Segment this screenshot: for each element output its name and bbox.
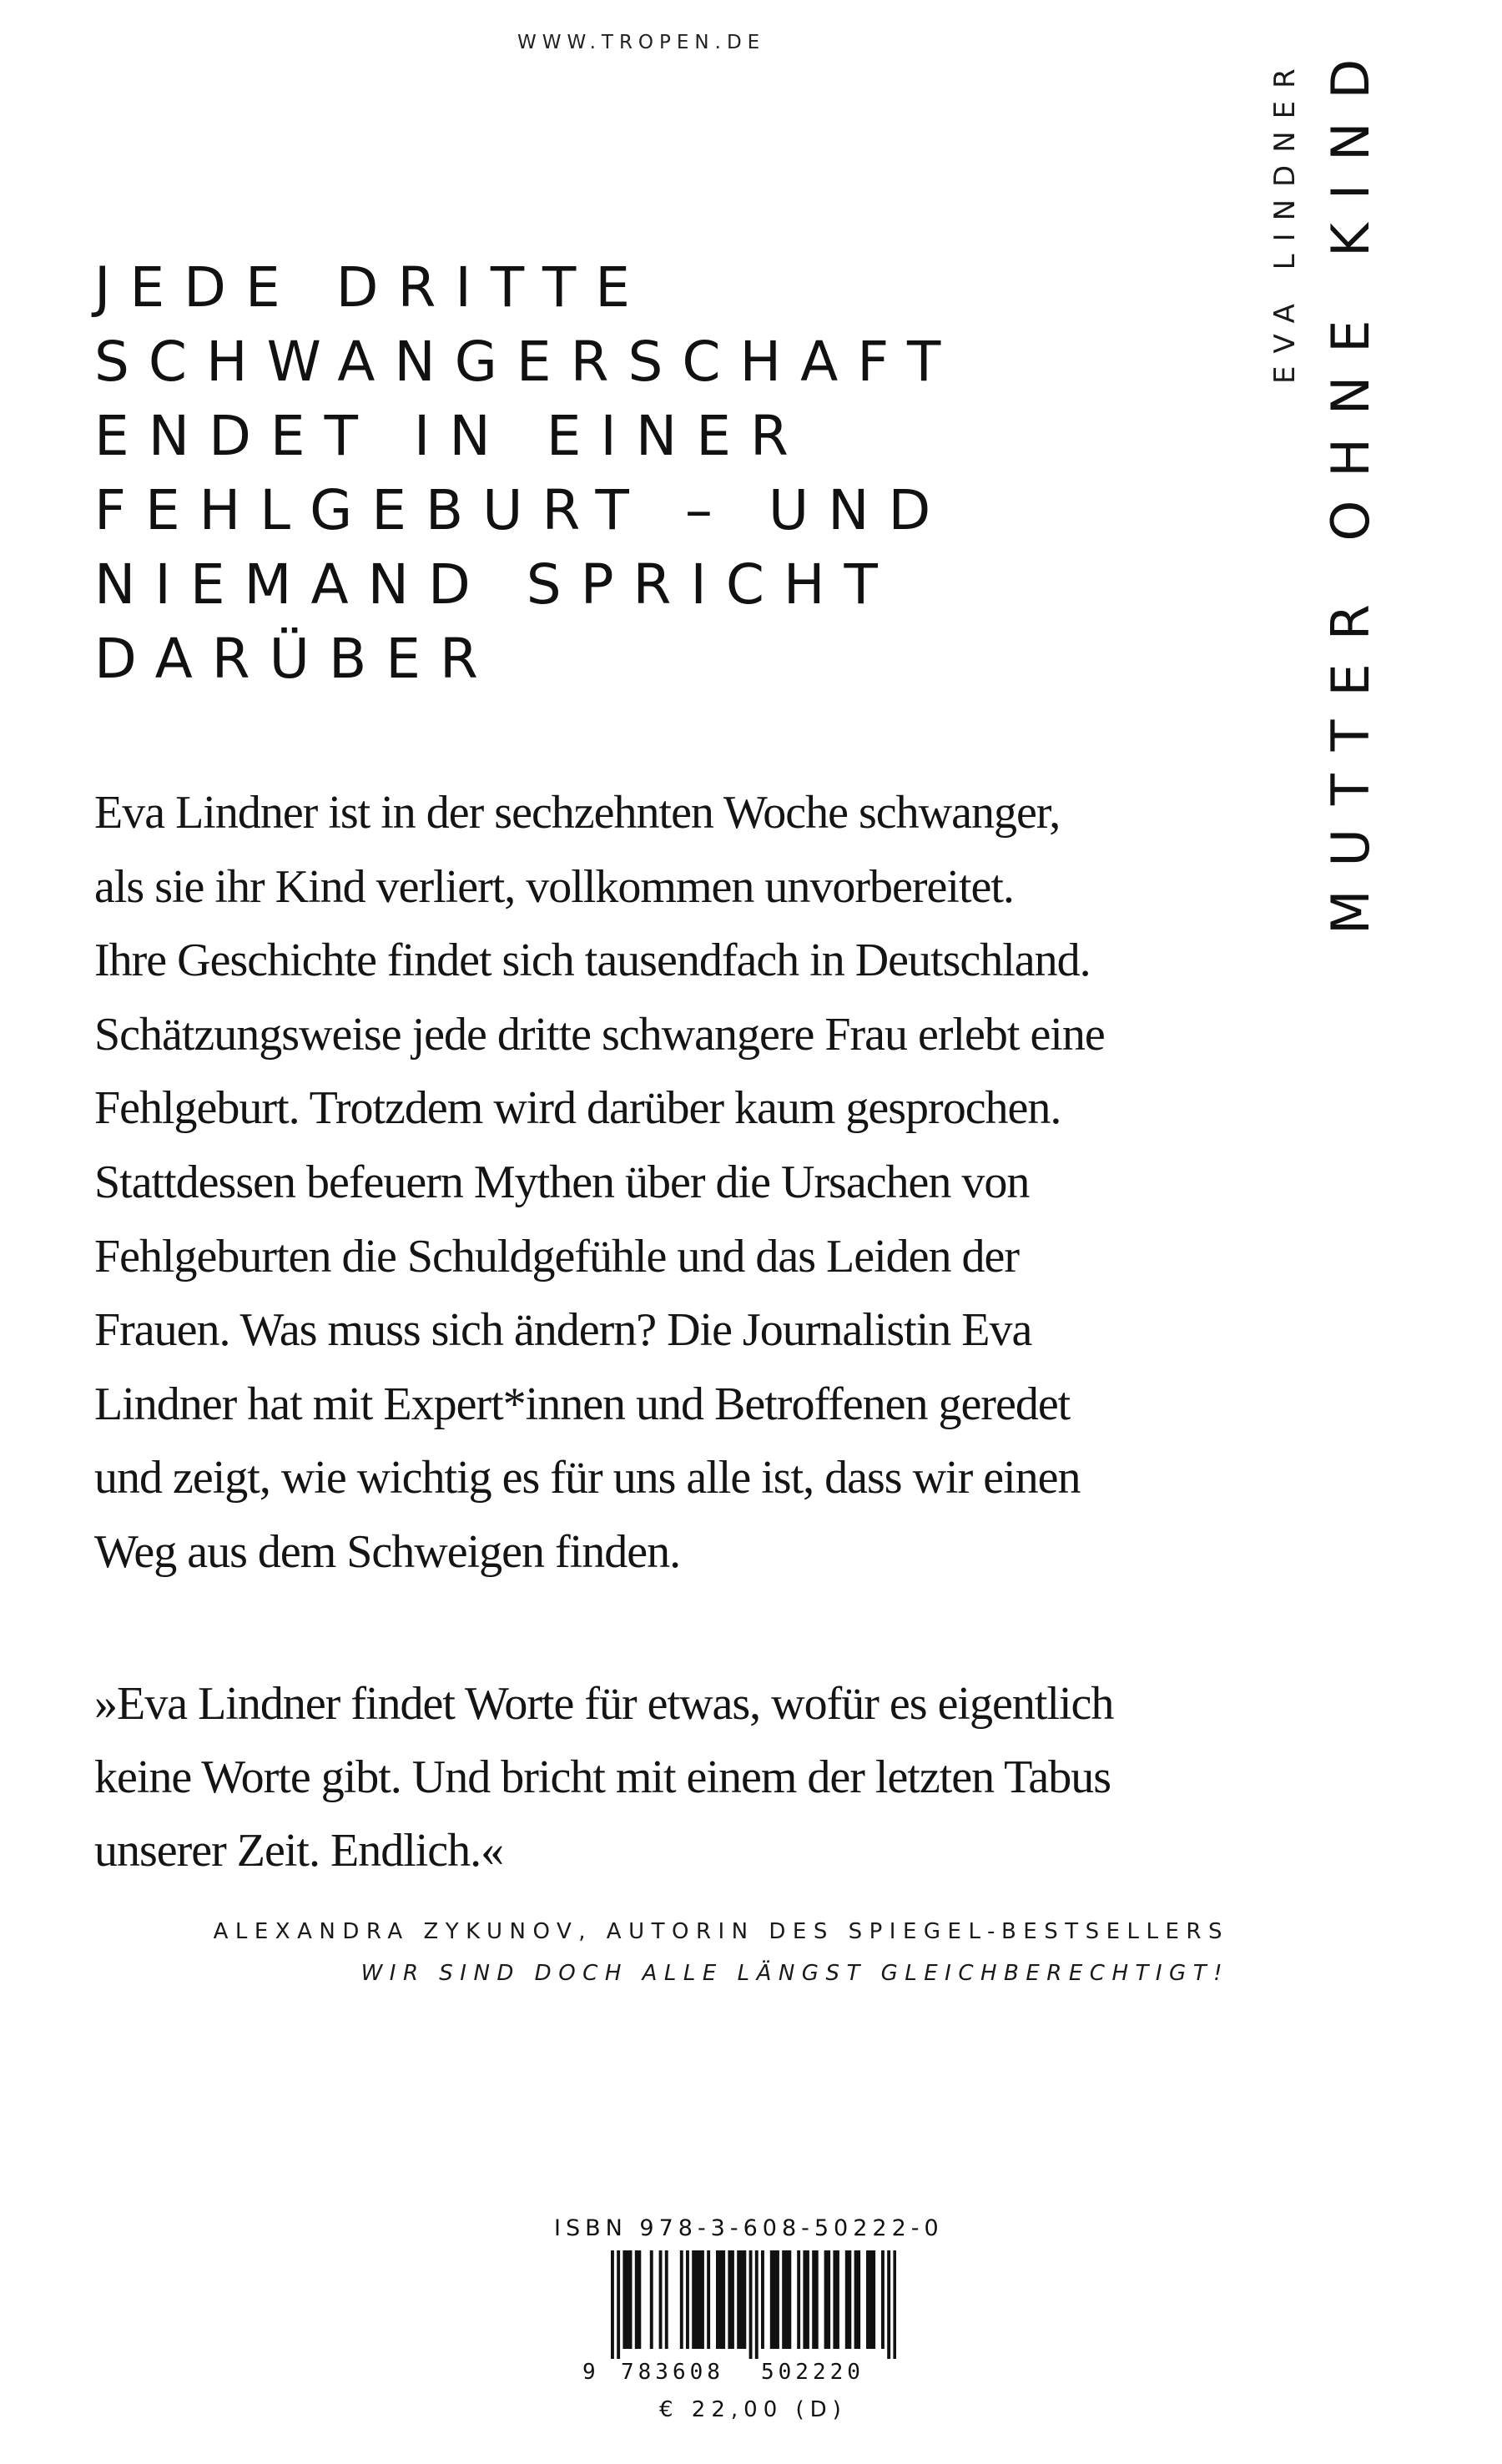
barcode-bar	[707, 2250, 710, 2349]
blurb-line: Schätzungsweise jede dritte schwangere Frau erlebt eine	[94, 1008, 1105, 1061]
blurb-line: Eva Lindner ist in der sechzehnten Woche schwanger,	[94, 787, 1061, 839]
barcode-bar	[785, 2250, 789, 2349]
barcode-bar	[722, 2250, 725, 2349]
barcode-bar	[803, 2250, 806, 2349]
spine-author: EVA LINDNER	[1268, 56, 1302, 384]
barcode-bar	[761, 2250, 764, 2349]
barcode-bar	[638, 2250, 641, 2349]
blurb-paragraph	[94, 776, 1263, 1590]
headline	[94, 250, 1196, 696]
blurb-line: Fehlgeburt. Trotzdem wird darüber kaum gesprochen.	[94, 1082, 1061, 1135]
barcode-bar	[806, 2250, 809, 2349]
barcode-block	[551, 2215, 951, 2432]
blurb-line: Weg aus dem Schweigen finden.	[94, 1525, 681, 1578]
headline-line: DARÜBER	[94, 627, 497, 691]
blurb-line: Fehlgeburten die Schuldgefühle und das Leiden der	[94, 1230, 1019, 1282]
barcode-bar	[622, 2250, 626, 2349]
headline-line: FEHLGEBURT – UND	[94, 478, 950, 542]
barcode-bar	[854, 2250, 858, 2349]
barcode-bars	[611, 2250, 896, 2359]
barcode-bar	[773, 2250, 776, 2349]
blurb-line: Ihre Geschichte findet sich tausendfach in Deutschland.	[94, 935, 1091, 987]
barcode-bar	[857, 2250, 860, 2349]
barcode-bar	[827, 2250, 830, 2349]
barcode-bar	[836, 2250, 839, 2349]
blurb-line: und zeigt, wie wichtig es für uns alle ist, dass wir einen	[94, 1452, 1081, 1504]
barcode-digit-first: 9	[582, 2360, 596, 2385]
barcode-bar	[824, 2250, 828, 2349]
barcode-bar	[770, 2250, 774, 2349]
barcode-bar	[698, 2250, 701, 2349]
review-quote	[94, 1667, 1263, 1887]
barcode-digits-left: 783608	[621, 2360, 724, 2385]
quote-line: keine Worte gibt. Und bricht mit einem der letzten Tabus	[94, 1751, 1111, 1803]
blurb-line: Stattdessen befeuern Mythen über die Ursachen von	[94, 1156, 1030, 1208]
barcode-bar	[872, 2250, 875, 2349]
barcode-bar	[635, 2250, 638, 2349]
price-label: € 22,00 (D)	[659, 2397, 847, 2422]
quote-line: »Eva Lindner findet Worte für etwas, wofür es eigentlich	[94, 1678, 1114, 1730]
barcode-bar	[626, 2250, 629, 2349]
barcode-bar	[617, 2250, 620, 2359]
headline-line: NIEMAND SPRICHT	[94, 552, 897, 617]
quote-attribution	[94, 1911, 1229, 1994]
barcode-bar	[716, 2250, 719, 2349]
barcode-bar	[869, 2250, 873, 2349]
barcode-bar	[650, 2250, 653, 2349]
barcode-bar	[731, 2250, 734, 2349]
barcode-bar	[692, 2250, 695, 2349]
barcode-bar	[893, 2250, 896, 2359]
publisher-website: WWW.TROPEN.DE	[517, 32, 766, 53]
barcode-bar	[749, 2250, 753, 2359]
quote-line: unserer Zeit. Endlich.«	[94, 1825, 504, 1877]
barcode-bar	[737, 2250, 740, 2349]
barcode-bar	[719, 2250, 723, 2349]
isbn-label: ISBN 978-3-608-50222-0	[554, 2215, 944, 2241]
barcode-bar	[848, 2250, 851, 2349]
barcode-bar	[680, 2250, 683, 2349]
barcode-bar	[797, 2250, 800, 2349]
blurb-line: als sie ihr Kind verliert, vollkommen unvorbereitet.	[94, 860, 1014, 913]
barcode-bar	[611, 2250, 614, 2359]
spine-title: MUTTER OHNE KIND	[1320, 35, 1381, 935]
barcode-bar	[866, 2250, 869, 2349]
barcode-bar	[881, 2250, 885, 2349]
blurb-line: Frauen. Was muss sich ändern? Die Journalistin Eva	[94, 1304, 1032, 1357]
barcode-bar	[755, 2250, 759, 2359]
barcode-bar	[782, 2250, 785, 2349]
barcode-bar	[845, 2250, 849, 2349]
barcode-bar	[659, 2250, 663, 2349]
barcode-bar	[665, 2250, 668, 2349]
barcode-bar	[776, 2250, 779, 2349]
attribution-book-title: WIR SIND DOCH ALLE LÄNGST GLEICHBERECHTIGT!	[360, 1961, 1229, 1986]
barcode-bar	[740, 2250, 743, 2349]
spine-text	[1268, 35, 1402, 968]
barcode-bar	[629, 2250, 633, 2349]
barcode-digits-right: 502220	[761, 2360, 864, 2385]
barcode-bar	[833, 2250, 836, 2349]
blurb-line: Lindner hat mit Expert*innen und Betroffenen geredet	[94, 1378, 1071, 1430]
barcode-bar	[815, 2250, 819, 2349]
barcode-bar	[887, 2250, 890, 2359]
barcode-bar	[788, 2250, 791, 2349]
barcode-bar	[695, 2250, 698, 2349]
barcode-bar	[701, 2250, 704, 2349]
headline-line: SCHWANGERSCHAFT	[94, 330, 960, 394]
barcode-bar	[743, 2250, 746, 2349]
headline-line: JEDE DRITTE	[94, 255, 649, 320]
attribution-author: ALEXANDRA ZYKUNOV, AUTORIN DES SPIEGEL-BESTSELLERS	[213, 1919, 1229, 1944]
headline-line: ENDET IN EINER	[94, 404, 808, 468]
barcode-bar	[728, 2250, 731, 2349]
barcode-bar	[686, 2250, 689, 2349]
barcode-bar	[812, 2250, 815, 2349]
